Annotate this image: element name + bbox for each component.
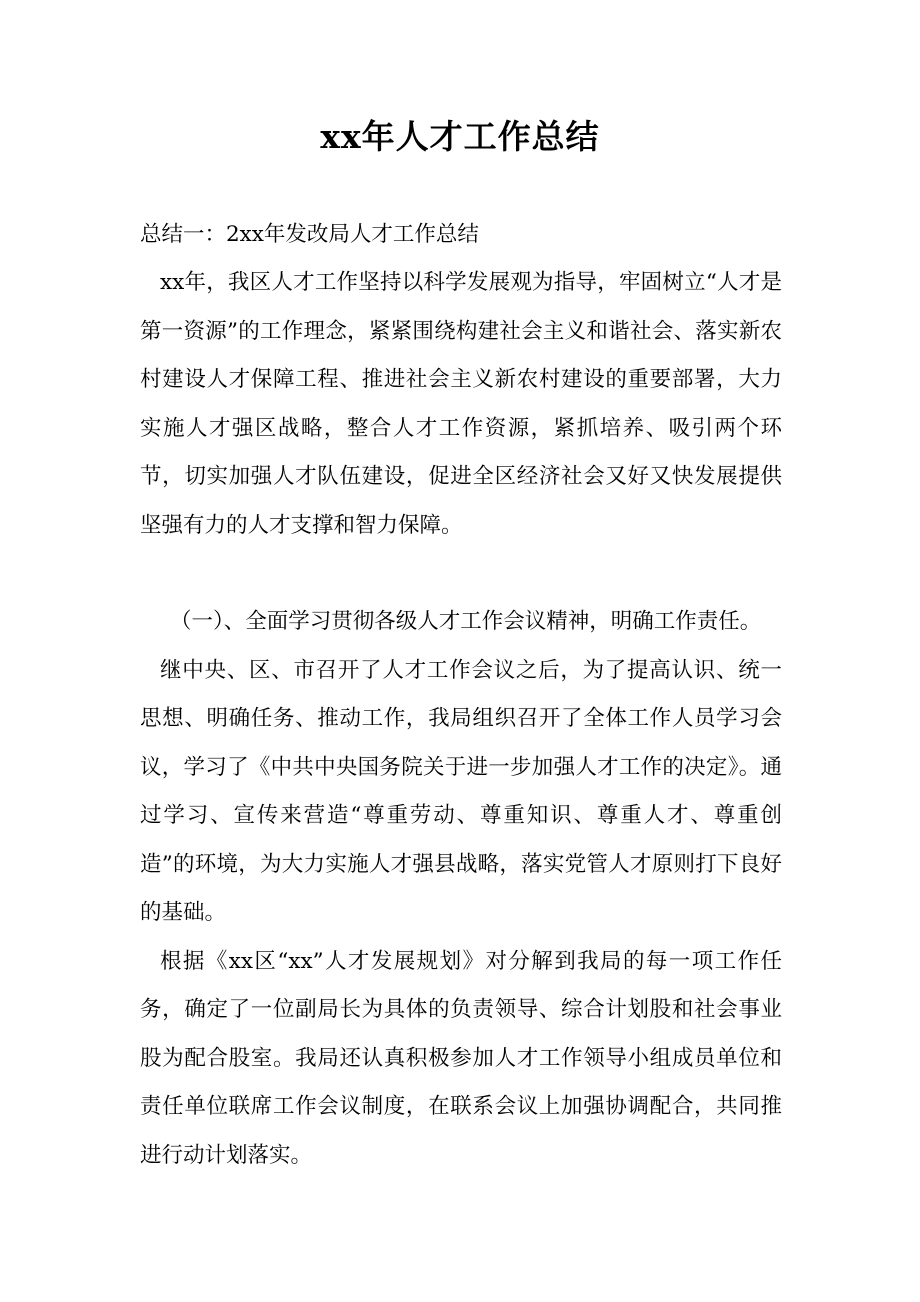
document-title: xx年人才工作总结 bbox=[320, 117, 600, 156]
intro-paragraph: xx年，我区人才工作坚持以科学发展观为指导，牢固树立“人才是第一资源”的工作理念，紧紧围绕构建社会主义和谐社会、落实新农村建设人才保障工程、推进社会主义新农村建设的重要部署，大力实施人才强区战略，整合人才工作资源，紧抓培养、吸引两个环节，切实加强人才队伍建设，促进全区经济社会又好又快发展提供坚强有力的人才支撑和智力保障。 bbox=[140, 270, 782, 538]
section-heading: （一）、全面学习贯彻各级人才工作会议精神，明确工作责任。 bbox=[170, 609, 762, 634]
section-paragraph: 根据《xx区“xx”人才发展规划》对分解到我局的每一项工作任务，确定了一位副局长为具体的负责领导、综合计划股和社会事业股为配合股室。我局还认真积极参加人才工作领导小组成员单位和责任单位联席工作会议制度，在联系会议上加强协调配合，共同推进行动计划落实。 bbox=[140, 948, 782, 1168]
document-body bbox=[140, 211, 782, 1180]
document-subtitle: 总结一：2xx年发改局人才工作总结 bbox=[140, 222, 479, 247]
paragraph-gap bbox=[140, 550, 782, 598]
section-paragraph: 继中央、区、市召开了人才工作会议之后，为了提高认识、统一思想、明确任务、推动工作，我局组织召开了全体工作人员学习会议，学习了《中共中央国务院关于进一步加强人才工作的决定》。通过学习、宣传来营造“尊重劳动、尊重知识、尊重人才、尊重创造”的环境，为大力实施人才强县战略，落实党管人才原则打下良好的基础。 bbox=[140, 657, 782, 925]
